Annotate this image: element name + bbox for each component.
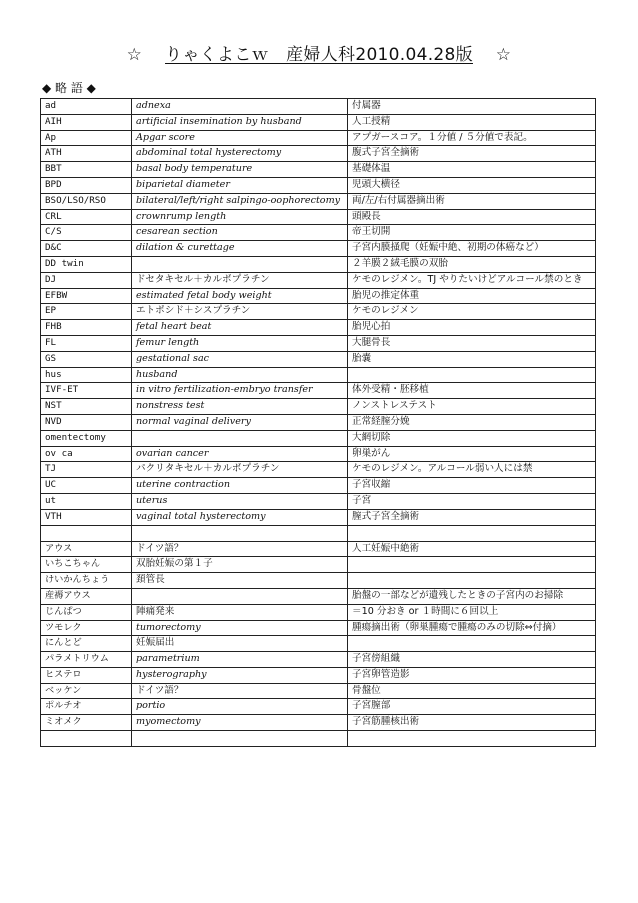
table-row [41, 225, 596, 241]
meaning-cell: 大腿骨長 [348, 335, 596, 351]
table-row [41, 430, 596, 446]
meaning-cell: ２羊膜２絨毛膜の双胎 [348, 256, 596, 272]
table-row [41, 652, 596, 668]
meaning-cell: 人工妊娠中絶術 [348, 541, 596, 557]
fullname-cell: crownrump length [132, 209, 348, 225]
table-row [41, 525, 596, 541]
abbr-cell: ベッケン [41, 683, 132, 699]
fullname-cell [132, 430, 348, 446]
fullname-cell: Apgar score [132, 130, 348, 146]
abbr-cell: にんとど [41, 636, 132, 652]
meaning-cell: 子宮収縮 [348, 478, 596, 494]
abbr-cell: EP [41, 304, 132, 320]
table-row [41, 335, 596, 351]
table-row [41, 573, 596, 589]
meaning-cell [348, 557, 596, 573]
fullname-cell: parametrium [132, 652, 348, 668]
fullname-cell: portio [132, 699, 348, 715]
fullname-cell: 頚管長 [132, 573, 348, 589]
table-row [41, 288, 596, 304]
abbr-cell: ut [41, 493, 132, 509]
table-row [41, 177, 596, 193]
title-text: りゃくよこｗ 産婦人科2010.04.28版 [165, 45, 473, 65]
meaning-cell [348, 525, 596, 541]
fullname-cell: ドセタキセル＋カルボプラチン [132, 272, 348, 288]
table-row [41, 699, 596, 715]
meaning-cell: ケモのレジメン。アルコール弱い人には禁 [348, 462, 596, 478]
abbr-cell: hus [41, 367, 132, 383]
fullname-cell: basal body temperature [132, 162, 348, 178]
abbr-cell: CRL [41, 209, 132, 225]
fullname-cell: myomectomy [132, 715, 348, 731]
fullname-cell [132, 256, 348, 272]
table-row [41, 193, 596, 209]
meaning-cell: 両/左/右付属器摘出術 [348, 193, 596, 209]
meaning-cell: アプガースコア。１分値 / ５分値で表記。 [348, 130, 596, 146]
abbr-cell: じんぱつ [41, 604, 132, 620]
meaning-cell: 腹式子宮全摘術 [348, 146, 596, 162]
meaning-cell: 子宮卵管造影 [348, 667, 596, 683]
table-row [41, 162, 596, 178]
fullname-cell: cesarean section [132, 225, 348, 241]
abbr-cell: GS [41, 351, 132, 367]
table-row [41, 446, 596, 462]
meaning-cell: ＝10 分おき or １時間に６回以上 [348, 604, 596, 620]
abbr-cell [41, 525, 132, 541]
table-row [41, 130, 596, 146]
meaning-cell: 大網切除 [348, 430, 596, 446]
table-row [41, 667, 596, 683]
page-title [0, 44, 638, 66]
table-row [41, 493, 596, 509]
meaning-cell: 骨盤位 [348, 683, 596, 699]
abbr-cell: C/S [41, 225, 132, 241]
fullname-cell: estimated fetal body weight [132, 288, 348, 304]
star-right-icon: ☆ [495, 45, 512, 65]
table-row [41, 146, 596, 162]
abbr-cell: omentectomy [41, 430, 132, 446]
table-row [41, 320, 596, 336]
abbr-cell: DD twin [41, 256, 132, 272]
abbr-cell: BBT [41, 162, 132, 178]
fullname-cell: vaginal total hysterectomy [132, 509, 348, 525]
meaning-cell: ケモのレジメン。TJ やりたいけどアルコール禁のとき [348, 272, 596, 288]
abbr-cell: アウス [41, 541, 132, 557]
meaning-cell: 膣式子宮全摘術 [348, 509, 596, 525]
fullname-cell: hysterography [132, 667, 348, 683]
meaning-cell: ノンストレステスト [348, 399, 596, 415]
table-row [41, 509, 596, 525]
abbr-cell: DJ [41, 272, 132, 288]
meaning-cell: 胎児の推定体重 [348, 288, 596, 304]
abbr-cell: ad [41, 99, 132, 115]
meaning-cell: 子宮筋腫核出術 [348, 715, 596, 731]
meaning-cell: 子宮膣部 [348, 699, 596, 715]
star-left-icon: ☆ [126, 45, 143, 65]
table-row [41, 241, 596, 257]
meaning-cell [348, 367, 596, 383]
fullname-cell: femur length [132, 335, 348, 351]
table-row [41, 683, 596, 699]
meaning-cell: 児頭大横径 [348, 177, 596, 193]
meaning-cell: 頭殿長 [348, 209, 596, 225]
fullname-cell: normal vaginal delivery [132, 414, 348, 430]
table-row [41, 462, 596, 478]
fullname-cell [132, 525, 348, 541]
meaning-cell: 胎盤の一部などが遺残したときの子宮内のお掃除 [348, 588, 596, 604]
fullname-cell: abdominal total hysterectomy [132, 146, 348, 162]
fullname-cell: 妊娠届出 [132, 636, 348, 652]
abbr-cell: UC [41, 478, 132, 494]
abbr-cell: けいかんちょう [41, 573, 132, 589]
fullname-cell [132, 731, 348, 747]
meaning-cell [348, 573, 596, 589]
meaning-cell: 帝王切開 [348, 225, 596, 241]
meaning-cell: 胎児心拍 [348, 320, 596, 336]
table-row [41, 731, 596, 747]
fullname-cell: dilation & curettage [132, 241, 348, 257]
fullname-cell: gestational sac [132, 351, 348, 367]
abbr-cell [41, 731, 132, 747]
meaning-cell [348, 636, 596, 652]
table-row [41, 399, 596, 415]
meaning-cell [348, 731, 596, 747]
abbr-cell: NST [41, 399, 132, 415]
abbr-cell: AIH [41, 114, 132, 130]
table-row [41, 114, 596, 130]
table-row [41, 256, 596, 272]
table-row [41, 557, 596, 573]
fullname-cell: ドイツ語？ [132, 683, 348, 699]
fullname-cell: husband [132, 367, 348, 383]
abbr-cell: ヒステロ [41, 667, 132, 683]
abbr-cell: ミオメク [41, 715, 132, 731]
abbr-cell: Ap [41, 130, 132, 146]
abbr-cell: TJ [41, 462, 132, 478]
abbr-cell: ATH [41, 146, 132, 162]
meaning-cell: 腫瘍摘出術（卵巣腫瘍で腫瘍のみの切除⇔付摘） [348, 620, 596, 636]
fullname-cell [132, 588, 348, 604]
table-row [41, 414, 596, 430]
table-row [41, 541, 596, 557]
abbr-cell: VTH [41, 509, 132, 525]
abbr-cell: FL [41, 335, 132, 351]
meaning-cell: ケモのレジメン [348, 304, 596, 320]
table-row [41, 383, 596, 399]
meaning-cell: 付属器 [348, 99, 596, 115]
fullname-cell: ドイツ語？ [132, 541, 348, 557]
meaning-cell: 胎嚢 [348, 351, 596, 367]
meaning-cell: 正常経膣分娩 [348, 414, 596, 430]
meaning-cell: 子宮 [348, 493, 596, 509]
meaning-cell: 子宮内膜掻爬（妊娠中絶、初期の体癌など） [348, 241, 596, 257]
table-row [41, 604, 596, 620]
section-heading: ◆ 略 語 ◆ [42, 81, 96, 95]
fullname-cell: 陣痛発来 [132, 604, 348, 620]
fullname-cell: uterus [132, 493, 348, 509]
fullname-cell: nonstress test [132, 399, 348, 415]
table-row [41, 715, 596, 731]
abbr-cell: BSO/LSO/RSO [41, 193, 132, 209]
fullname-cell: uterine contraction [132, 478, 348, 494]
abbr-cell: ツモレク [41, 620, 132, 636]
fullname-cell: biparietal diameter [132, 177, 348, 193]
abbr-cell: いちこちゃん [41, 557, 132, 573]
fullname-cell: bilateral/left/right salpingo-oophorectomy [132, 193, 348, 209]
fullname-cell: パクリタキセル＋カルボプラチン [132, 462, 348, 478]
fullname-cell: ovarian cancer [132, 446, 348, 462]
table-row [41, 272, 596, 288]
abbr-cell: IVF-ET [41, 383, 132, 399]
abbr-cell: ov ca [41, 446, 132, 462]
table-row [41, 478, 596, 494]
abbr-cell: EFBW [41, 288, 132, 304]
abbr-cell: BPD [41, 177, 132, 193]
table-row [41, 351, 596, 367]
table-row [41, 367, 596, 383]
meaning-cell: 体外受精・胚移植 [348, 383, 596, 399]
table-row [41, 209, 596, 225]
fullname-cell: 双胎妊娠の第１子 [132, 557, 348, 573]
abbr-cell: パラメトリウム [41, 652, 132, 668]
fullname-cell: adnexa [132, 99, 348, 115]
fullname-cell: エトポシド＋シスプラチン [132, 304, 348, 320]
fullname-cell: tumorectomy [132, 620, 348, 636]
abbr-cell: NVD [41, 414, 132, 430]
abbr-cell: ポルチオ [41, 699, 132, 715]
meaning-cell: 人工授精 [348, 114, 596, 130]
table-row [41, 636, 596, 652]
meaning-cell: 基礎体温 [348, 162, 596, 178]
table-row [41, 99, 596, 115]
fullname-cell: artificial insemination by husband [132, 114, 348, 130]
abbr-cell: FHB [41, 320, 132, 336]
table-row [41, 588, 596, 604]
meaning-cell: 子宮傍組織 [348, 652, 596, 668]
abbr-cell: 産褥アウス [41, 588, 132, 604]
fullname-cell: fetal heart beat [132, 320, 348, 336]
table-row [41, 304, 596, 320]
abbr-cell: D&C [41, 241, 132, 257]
table-row [41, 620, 596, 636]
abbreviation-table [40, 98, 596, 747]
fullname-cell: in vitro fertilization-embryo transfer [132, 383, 348, 399]
meaning-cell: 卵巣がん [348, 446, 596, 462]
